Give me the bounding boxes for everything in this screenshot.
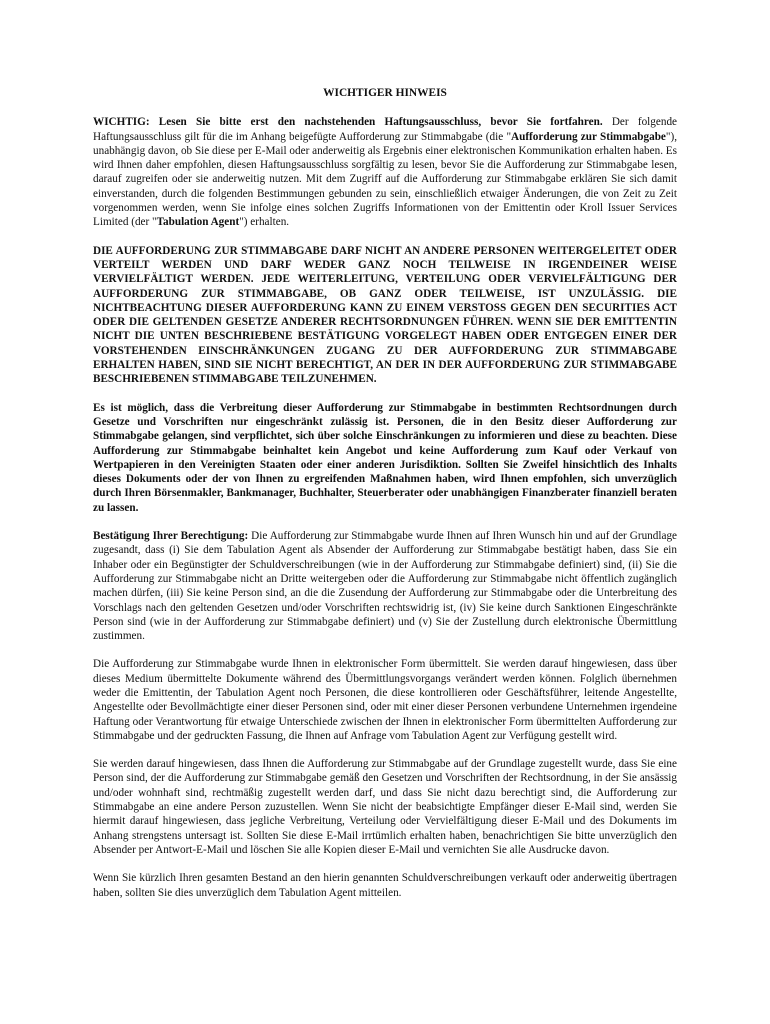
important-lead: WICHTIG: Lesen Sie bitte erst den nachstehenden Haftungsausschluss, bevor Sie fortfahren. <box>93 116 603 129</box>
document-title: WICHTIGER HINWEIS <box>323 87 447 99</box>
notice-text-2: "), unabhängig davon, ob Sie diese per E-Mail oder anderweitig als Ergebnis einer elektronischen Kommunikation erhalten haben. Es wird Ihnen daher empfohlen, diesen Haftungsausschluss sorgfältig zu lesen, bevor Sie die Aufforderung zur Stimmabgabe lesen, darauf zugreifen oder sie anderweitig nutzen. Mit dem Zugriff auf die Aufforderung zur Stimmabgabe erklären Sie sich damit einverstanden, durch die folgenden Bestimmungen gebunden zu sein, einschließlich etwaiger Änderungen, die von Zeit zu Zeit vorgenommen werden, wenn Sie infolge eines solchen Zugriffs Informationen von der Emittentin oder Kroll Issuer Services Limited (der " <box>93 130 677 229</box>
notice-text-1: Der folgende Haftungsausschluss gilt für die im Anhang beigefügte Aufforderung zur Stimmabgabe (die " <box>93 116 678 143</box>
paragraph-restrictions-caps: DIE AUFFORDERUNG ZUR STIMMABGABE DARF NICHT AN ANDERE PERSONEN WEITERGELEITET ODER VERTEILT WERDEN UND DARF WEDER GANZ NOCH TEILWEISE IN IRGENDEINER WEISE VERVIELFÄLTIGT WERDEN. JEDE WEITERLEITUNG, VERTEILUNG ODER VERVIELFÄLTIGUNG DER AUFFORDERUNG ZUR STIMMABGABE, OB GANZ ODER TEILWEISE, IST UNZULÄSSIG. DIE NICHTBEACHTUNG DIESER AUFFORDERUNG KANN ZU EINEM VERSTOSS GEGEN DEN SECURITIES ACT ODER DIE GELTENDEN GESETZE ANDERER RECHTSORDNUNGEN FÜHREN. WENN SIE DER EMITTENTIN NICHT DIE UNTEN BESCHRIEBENE BESTÄTIGUNG VORGELEGT HABEN ODER ENTGEGEN EINER DER VORSTEHENDEN EINSCHRÄNKUNGEN ZUGANG ZU DER AUFFORDERUNG ZUR STIMMABGABE ERHALTEN HABEN, SIND SIE NICHT BERECHTIGT, AN DER IN DER AUFFORDERUNG ZUR STIMMABGABE BESCHRIEBENEN STIMMABGABE TEILZUNEHMEN. <box>93 244 677 386</box>
defined-term-tabulation-agent: Tabulation Agent <box>156 216 240 229</box>
paragraph-eligibility <box>93 529 677 643</box>
paragraph-sold-holdings: Wenn Sie kürzlich Ihren gesamten Bestand an den hierin genannten Schuldverschreibungen verkauft oder anderweitig übertragen haben, sollten Sie dies unverzüglich dem Tabulation Agent mitteilen. <box>93 872 677 899</box>
paragraph-jurisdiction: Es ist möglich, dass die Verbreitung dieser Aufforderung zur Stimmabgabe in bestimmten Rechtsordnungen durch Gesetze und Vorschriften nur eingeschränkt zulässig ist. Personen, die in den Besitz dieser Aufforderung zur Stimmabgabe gelangen, sind verpflichtet, sich über solche Einschränkungen zu informieren und diese zu beachten. Diese Aufforderung zur Stimmabgabe beinhaltet kein Angebot und keine Aufforderung zum Kauf oder Verkauf von Wertpapieren in den Vereinigten Staaten oder einer anderen Jurisdiktion. Sollten Sie Zweifel hinsichtlich des Inhalts dieses Dokuments oder der von Ihnen zu ergreifenden Maßnahmen haben, wird Ihnen empfohlen, sich unverzüglich durch Ihren Börsenmakler, Bankmanager, Buchhalter, Steuerberater oder unabhängigen Finanzberater finanziell beraten zu lassen. <box>93 401 677 514</box>
paragraph-electronic-form: Die Aufforderung zur Stimmabgabe wurde Ihnen in elektronischer Form übermittelt. Sie werden darauf hingewiesen, dass über dieses Medium übermittelte Dokumente während des Übermittlungsvorgangs verändert werden können. Folglich übernehmen weder die Emittentin, der Tabulation Agent noch Personen, die diese kontrollieren oder Geschäftsführer, leitende Angestellte, Angestellte oder Bevollmächtigte einer dieser Personen sind, oder mit einer dieser Personen verbundene Unternehmen irgendeine Haftung oder Verantwortung für etwaige Unterschiede zwischen der Ihnen in elektronischer Form übermittelten Aufforderung zur Stimmabgabe und der gedruckten Fassung, die Ihnen auf Anfrage vom Tabulation Agent zur Verfügung gestellt wird. <box>93 658 677 742</box>
document-page <box>93 86 677 914</box>
defined-term-solicitation: Aufforderung zur Stimmabgabe <box>511 130 666 143</box>
notice-text-3: ") erhalten. <box>239 216 290 229</box>
eligibility-lead: Bestätigung Ihrer Berechtigung: <box>93 530 249 543</box>
eligibility-text: Die Aufforderung zur Stimmabgabe wurde Ihnen auf Ihren Wunsch hin und auf der Grundlage zugesandt, dass (i) Sie dem Tabulation Agent als Absender der Aufforderung zur Stimmabgabe bestätigt haben, dass Sie ein Inhaber oder ein Begünstigter der Schuldverschreibungen (wie in der Aufforderung zur Stimmabgabe definiert) sind, (ii) Sie die Aufforderung zur Stimmabgabe nicht an Dritte weitergeben oder die Aufforderung zur Stimmabgabe nicht öffentlich zugänglich machen dürfen, (iii) Sie keine Person sind, an die die Zusendung der Aufforderung zur Stimmabgabe oder die Unterbreitung des Vorschlags nach den geltenden Gesetzen und/oder Vorschriften rechtswidrig ist, (iv) Sie keine durch Sanktionen Eingeschränkte Person sind (wie in der Aufforderung zur Stimmabgabe definiert) und (v) Sie der Zustellung durch elektronische Übermittlung zustimmen. <box>93 530 677 643</box>
paragraph-recipient: Sie werden darauf hingewiesen, dass Ihnen die Aufforderung zur Stimmabgabe auf der Grundlage zugestellt wurde, dass Sie eine Person sind, der die Aufforderung zur Stimmabgabe gemäß den Gesetzen und Vorschriften der Rechtsordnung, in der Sie ansässig und/oder wohnhaft sind, rechtmäßig zugestellt werden darf, und dass Sie nicht dazu berechtigt sind, die Aufforderung zur Stimmabgabe an eine andere Person zuzustellen. Wenn Sie nicht der beabsichtigte Empfänger dieser E-Mail sind, werden Sie hiermit darauf hingewiesen, dass jegliche Verbreitung, Verteilung oder Vervielfältigung dieser E-Mail und des Dokuments im Anhang strengstens untersagt ist. Sollten Sie diese E-Mail irrtümlich erhalten haben, benachrichtigen Sie bitte unverzüglich den Absender per Antwort-E-Mail und löschen Sie alle Kopien dieser E-Mail und vernichten Sie alle Ausdrucke davon. <box>93 758 677 856</box>
paragraph-important-notice <box>93 115 677 229</box>
